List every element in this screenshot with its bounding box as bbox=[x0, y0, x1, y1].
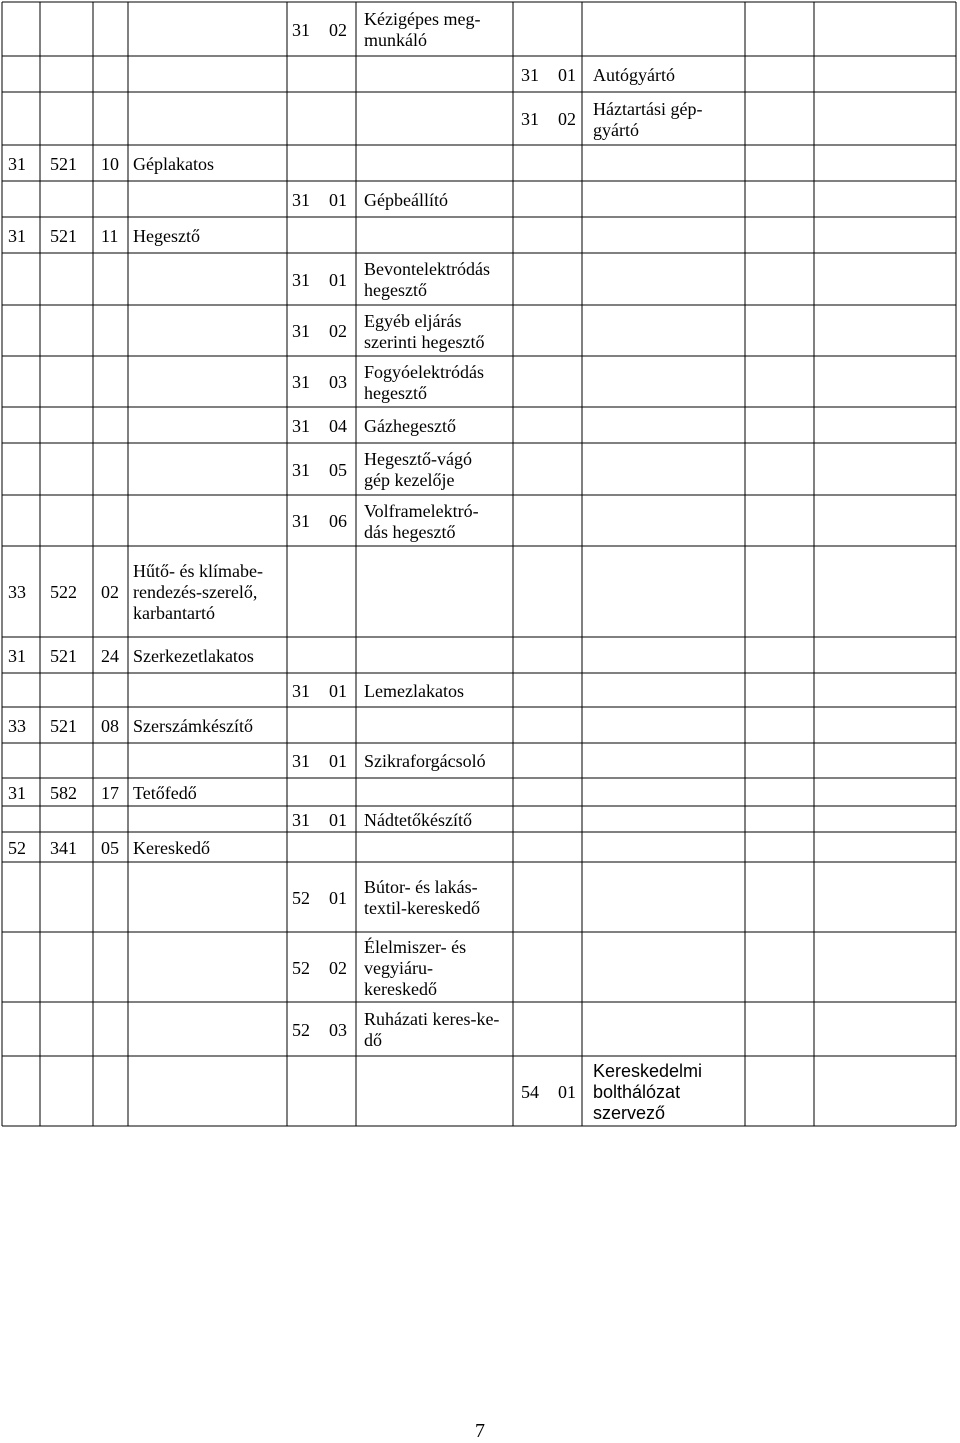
cell-d2 bbox=[329, 270, 347, 291]
cell-c4 bbox=[133, 154, 214, 175]
cell-text: 08 bbox=[101, 716, 119, 736]
cell-text: Géplakatos bbox=[133, 154, 214, 174]
cell-d2 bbox=[329, 810, 347, 831]
cell-dn bbox=[364, 751, 486, 772]
cell-text: Szikraforgácsoló bbox=[364, 751, 486, 771]
cell-c1 bbox=[8, 716, 26, 737]
cell-d1 bbox=[292, 511, 310, 532]
cell-d2 bbox=[329, 681, 347, 702]
cell-text: 03 bbox=[329, 372, 347, 392]
cell-text: 31 bbox=[521, 109, 539, 129]
cell-text: Tetőfedő bbox=[133, 783, 197, 803]
cell-text: 31 bbox=[292, 460, 310, 480]
cell-e2 bbox=[558, 1082, 576, 1103]
cell-c3 bbox=[101, 838, 119, 859]
cell-text: 52 bbox=[292, 1020, 310, 1040]
cell-d1 bbox=[292, 958, 310, 979]
cell-dn bbox=[364, 311, 484, 353]
cell-c1 bbox=[8, 838, 26, 859]
cell-d2 bbox=[329, 888, 347, 909]
cell-d2 bbox=[329, 416, 347, 437]
cell-text: Kézigépes meg- bbox=[364, 9, 481, 29]
cell-c2 bbox=[50, 783, 77, 804]
cell-text: Volframelektró- bbox=[364, 501, 479, 521]
cell-text: 52 bbox=[292, 958, 310, 978]
cell-text: bolthálózat bbox=[593, 1082, 681, 1102]
cell-text: 02 bbox=[329, 20, 347, 40]
cell-e2 bbox=[558, 109, 576, 130]
cell-text: rendezés-szerelő, bbox=[133, 582, 258, 602]
cell-dn bbox=[364, 810, 472, 831]
cell-d1 bbox=[292, 1020, 310, 1041]
cell-en bbox=[593, 65, 675, 86]
cell-text: textil-kereskedő bbox=[364, 898, 480, 918]
cell-text: Élelmiszer- és bbox=[364, 937, 467, 957]
cell-text: Bevontelektródás bbox=[364, 259, 490, 279]
cell-text: Bútor- és lakás- bbox=[364, 877, 478, 897]
cell-text: 522 bbox=[50, 582, 77, 602]
cell-text: 31 bbox=[292, 372, 310, 392]
cell-text: 31 bbox=[8, 226, 26, 246]
page-number: 7 bbox=[475, 1420, 485, 1442]
cell-text: Szerszámkészítő bbox=[133, 716, 253, 736]
cell-dn bbox=[364, 449, 472, 491]
cell-dn bbox=[364, 416, 456, 437]
cell-dn bbox=[364, 190, 448, 211]
cell-text: 31 bbox=[8, 646, 26, 666]
cell-c2 bbox=[50, 226, 77, 247]
cell-c4 bbox=[133, 716, 253, 737]
cell-c2 bbox=[50, 646, 77, 667]
cell-text: 01 bbox=[558, 1082, 576, 1102]
cell-text: szerinti hegesztő bbox=[364, 332, 485, 352]
cell-text: hegesztő bbox=[364, 280, 427, 300]
cell-d1 bbox=[292, 416, 310, 437]
cell-c3 bbox=[101, 783, 119, 804]
cell-c1 bbox=[8, 226, 26, 247]
cell-d2 bbox=[329, 20, 347, 41]
cell-text: 24 bbox=[101, 646, 119, 666]
cell-text: 02 bbox=[558, 109, 576, 129]
cell-d1 bbox=[292, 460, 310, 481]
cell-e1 bbox=[521, 65, 539, 86]
cell-text: 17 bbox=[101, 783, 119, 803]
cell-text: Hegesztő-vágó bbox=[364, 449, 472, 469]
cell-text: 31 bbox=[292, 321, 310, 341]
cell-text: 341 bbox=[50, 838, 77, 858]
cell-c4 bbox=[133, 838, 210, 859]
cell-text: 01 bbox=[329, 681, 347, 701]
cell-text: 582 bbox=[50, 783, 77, 803]
cell-text: Autógyártó bbox=[593, 65, 675, 85]
cell-text: 31 bbox=[292, 681, 310, 701]
cell-d2 bbox=[329, 372, 347, 393]
cell-d2 bbox=[329, 511, 347, 532]
cell-text: Fogyóelektródás bbox=[364, 362, 484, 382]
cell-text: 02 bbox=[329, 321, 347, 341]
cell-c4 bbox=[133, 783, 197, 804]
cell-text: 03 bbox=[329, 1020, 347, 1040]
cell-text: 33 bbox=[8, 582, 26, 602]
cell-d2 bbox=[329, 321, 347, 342]
cell-c2 bbox=[50, 838, 77, 859]
cell-dn bbox=[364, 501, 479, 543]
cell-dn bbox=[364, 877, 480, 919]
cell-c2 bbox=[50, 582, 77, 603]
cell-text: 31 bbox=[292, 270, 310, 290]
cell-text: 521 bbox=[50, 226, 77, 246]
cell-c1 bbox=[8, 154, 26, 175]
cell-d1 bbox=[292, 372, 310, 393]
cell-dn bbox=[364, 9, 480, 51]
cell-text: Ruházati keres-ke- bbox=[364, 1009, 500, 1029]
cell-text: 05 bbox=[329, 460, 347, 480]
cell-text: karbantartó bbox=[133, 603, 215, 623]
cell-text: 33 bbox=[8, 716, 26, 736]
cell-d2 bbox=[329, 751, 347, 772]
cell-text: 31 bbox=[292, 810, 310, 830]
cell-d1 bbox=[292, 751, 310, 772]
cell-c4 bbox=[133, 561, 263, 624]
cell-text: 04 bbox=[329, 416, 347, 436]
cell-text: munkáló bbox=[364, 30, 427, 50]
cell-text: 521 bbox=[50, 154, 77, 174]
cell-dn bbox=[364, 937, 466, 1000]
cell-text: gép kezelője bbox=[364, 470, 455, 490]
cell-text: 52 bbox=[8, 838, 26, 858]
cell-text: 01 bbox=[329, 888, 347, 908]
cell-d1 bbox=[292, 888, 310, 909]
cell-c2 bbox=[50, 154, 77, 175]
cell-c2 bbox=[50, 716, 77, 737]
cell-text: Háztartási gép- bbox=[593, 99, 703, 119]
cell-text: 01 bbox=[558, 65, 576, 85]
cell-text: gyártó bbox=[593, 120, 639, 140]
cell-c3 bbox=[101, 582, 119, 603]
cell-text: Hegesztő bbox=[133, 226, 200, 246]
cell-en bbox=[593, 99, 702, 141]
cell-text: 01 bbox=[329, 810, 347, 830]
cell-c1 bbox=[8, 646, 26, 667]
cell-text: 31 bbox=[292, 751, 310, 771]
cell-c1 bbox=[8, 582, 26, 603]
cell-d1 bbox=[292, 810, 310, 831]
cell-c4 bbox=[133, 226, 200, 247]
cell-text: Szerkezetlakatos bbox=[133, 646, 254, 666]
cell-c3 bbox=[101, 154, 119, 175]
cell-text: Hűtő- és klímabe- bbox=[133, 561, 263, 581]
cell-text: Gépbeállító bbox=[364, 190, 448, 210]
cell-text: 31 bbox=[8, 154, 26, 174]
cell-c3 bbox=[101, 716, 119, 737]
cell-dn bbox=[364, 1009, 499, 1051]
cell-text: 05 bbox=[101, 838, 119, 858]
cell-text: kereskedő bbox=[364, 979, 437, 999]
cell-d1 bbox=[292, 681, 310, 702]
cell-text: Lemezlakatos bbox=[364, 681, 464, 701]
cell-text: 02 bbox=[329, 958, 347, 978]
cell-text: 06 bbox=[329, 511, 347, 531]
cell-text: 01 bbox=[329, 270, 347, 290]
cell-d2 bbox=[329, 460, 347, 481]
cell-text: Egyéb eljárás bbox=[364, 311, 462, 331]
cell-text: vegyiáru- bbox=[364, 958, 433, 978]
cell-text: 02 bbox=[101, 582, 119, 602]
cell-text: 521 bbox=[50, 716, 77, 736]
cell-e2 bbox=[558, 65, 576, 86]
cell-text: 01 bbox=[329, 751, 347, 771]
cell-d1 bbox=[292, 270, 310, 291]
cell-d1 bbox=[292, 20, 310, 41]
cell-c3 bbox=[101, 226, 118, 247]
cell-d2 bbox=[329, 190, 347, 211]
cell-text: hegesztő bbox=[364, 383, 427, 403]
cell-text: Nádtetőkészítő bbox=[364, 810, 472, 830]
cell-text: Gázhegesztő bbox=[364, 416, 456, 436]
cell-d2 bbox=[329, 1020, 347, 1041]
cell-text: 31 bbox=[292, 416, 310, 436]
cell-text: 521 bbox=[50, 646, 77, 666]
cell-c1 bbox=[8, 783, 26, 804]
cell-text: Kereskedő bbox=[133, 838, 210, 858]
cell-text: szervező bbox=[593, 1103, 666, 1123]
cell-d1 bbox=[292, 190, 310, 211]
cell-dn bbox=[364, 259, 490, 301]
cell-en bbox=[593, 1061, 702, 1124]
cell-dn bbox=[364, 681, 464, 702]
cell-text: 11 bbox=[101, 226, 119, 246]
cell-text: 52 bbox=[292, 888, 310, 908]
cell-text: 01 bbox=[329, 190, 347, 210]
cell-text: 31 bbox=[292, 20, 310, 40]
cell-e1 bbox=[521, 1082, 539, 1103]
cell-d2 bbox=[329, 958, 347, 979]
cell-c4 bbox=[133, 646, 254, 667]
cell-text: 10 bbox=[101, 154, 119, 174]
cell-text: 31 bbox=[521, 65, 539, 85]
cell-text: 31 bbox=[8, 783, 26, 803]
cell-d1 bbox=[292, 321, 310, 342]
cell-text: dő bbox=[364, 1030, 382, 1050]
cell-e1 bbox=[521, 109, 539, 130]
cell-dn bbox=[364, 362, 484, 404]
cell-text: dás hegesztő bbox=[364, 522, 456, 542]
cell-text: 54 bbox=[521, 1082, 539, 1102]
cell-c3 bbox=[101, 646, 119, 667]
cell-text: 31 bbox=[292, 511, 310, 531]
cell-text: Kereskedelmi bbox=[593, 1061, 703, 1081]
cell-text: 31 bbox=[292, 190, 310, 210]
